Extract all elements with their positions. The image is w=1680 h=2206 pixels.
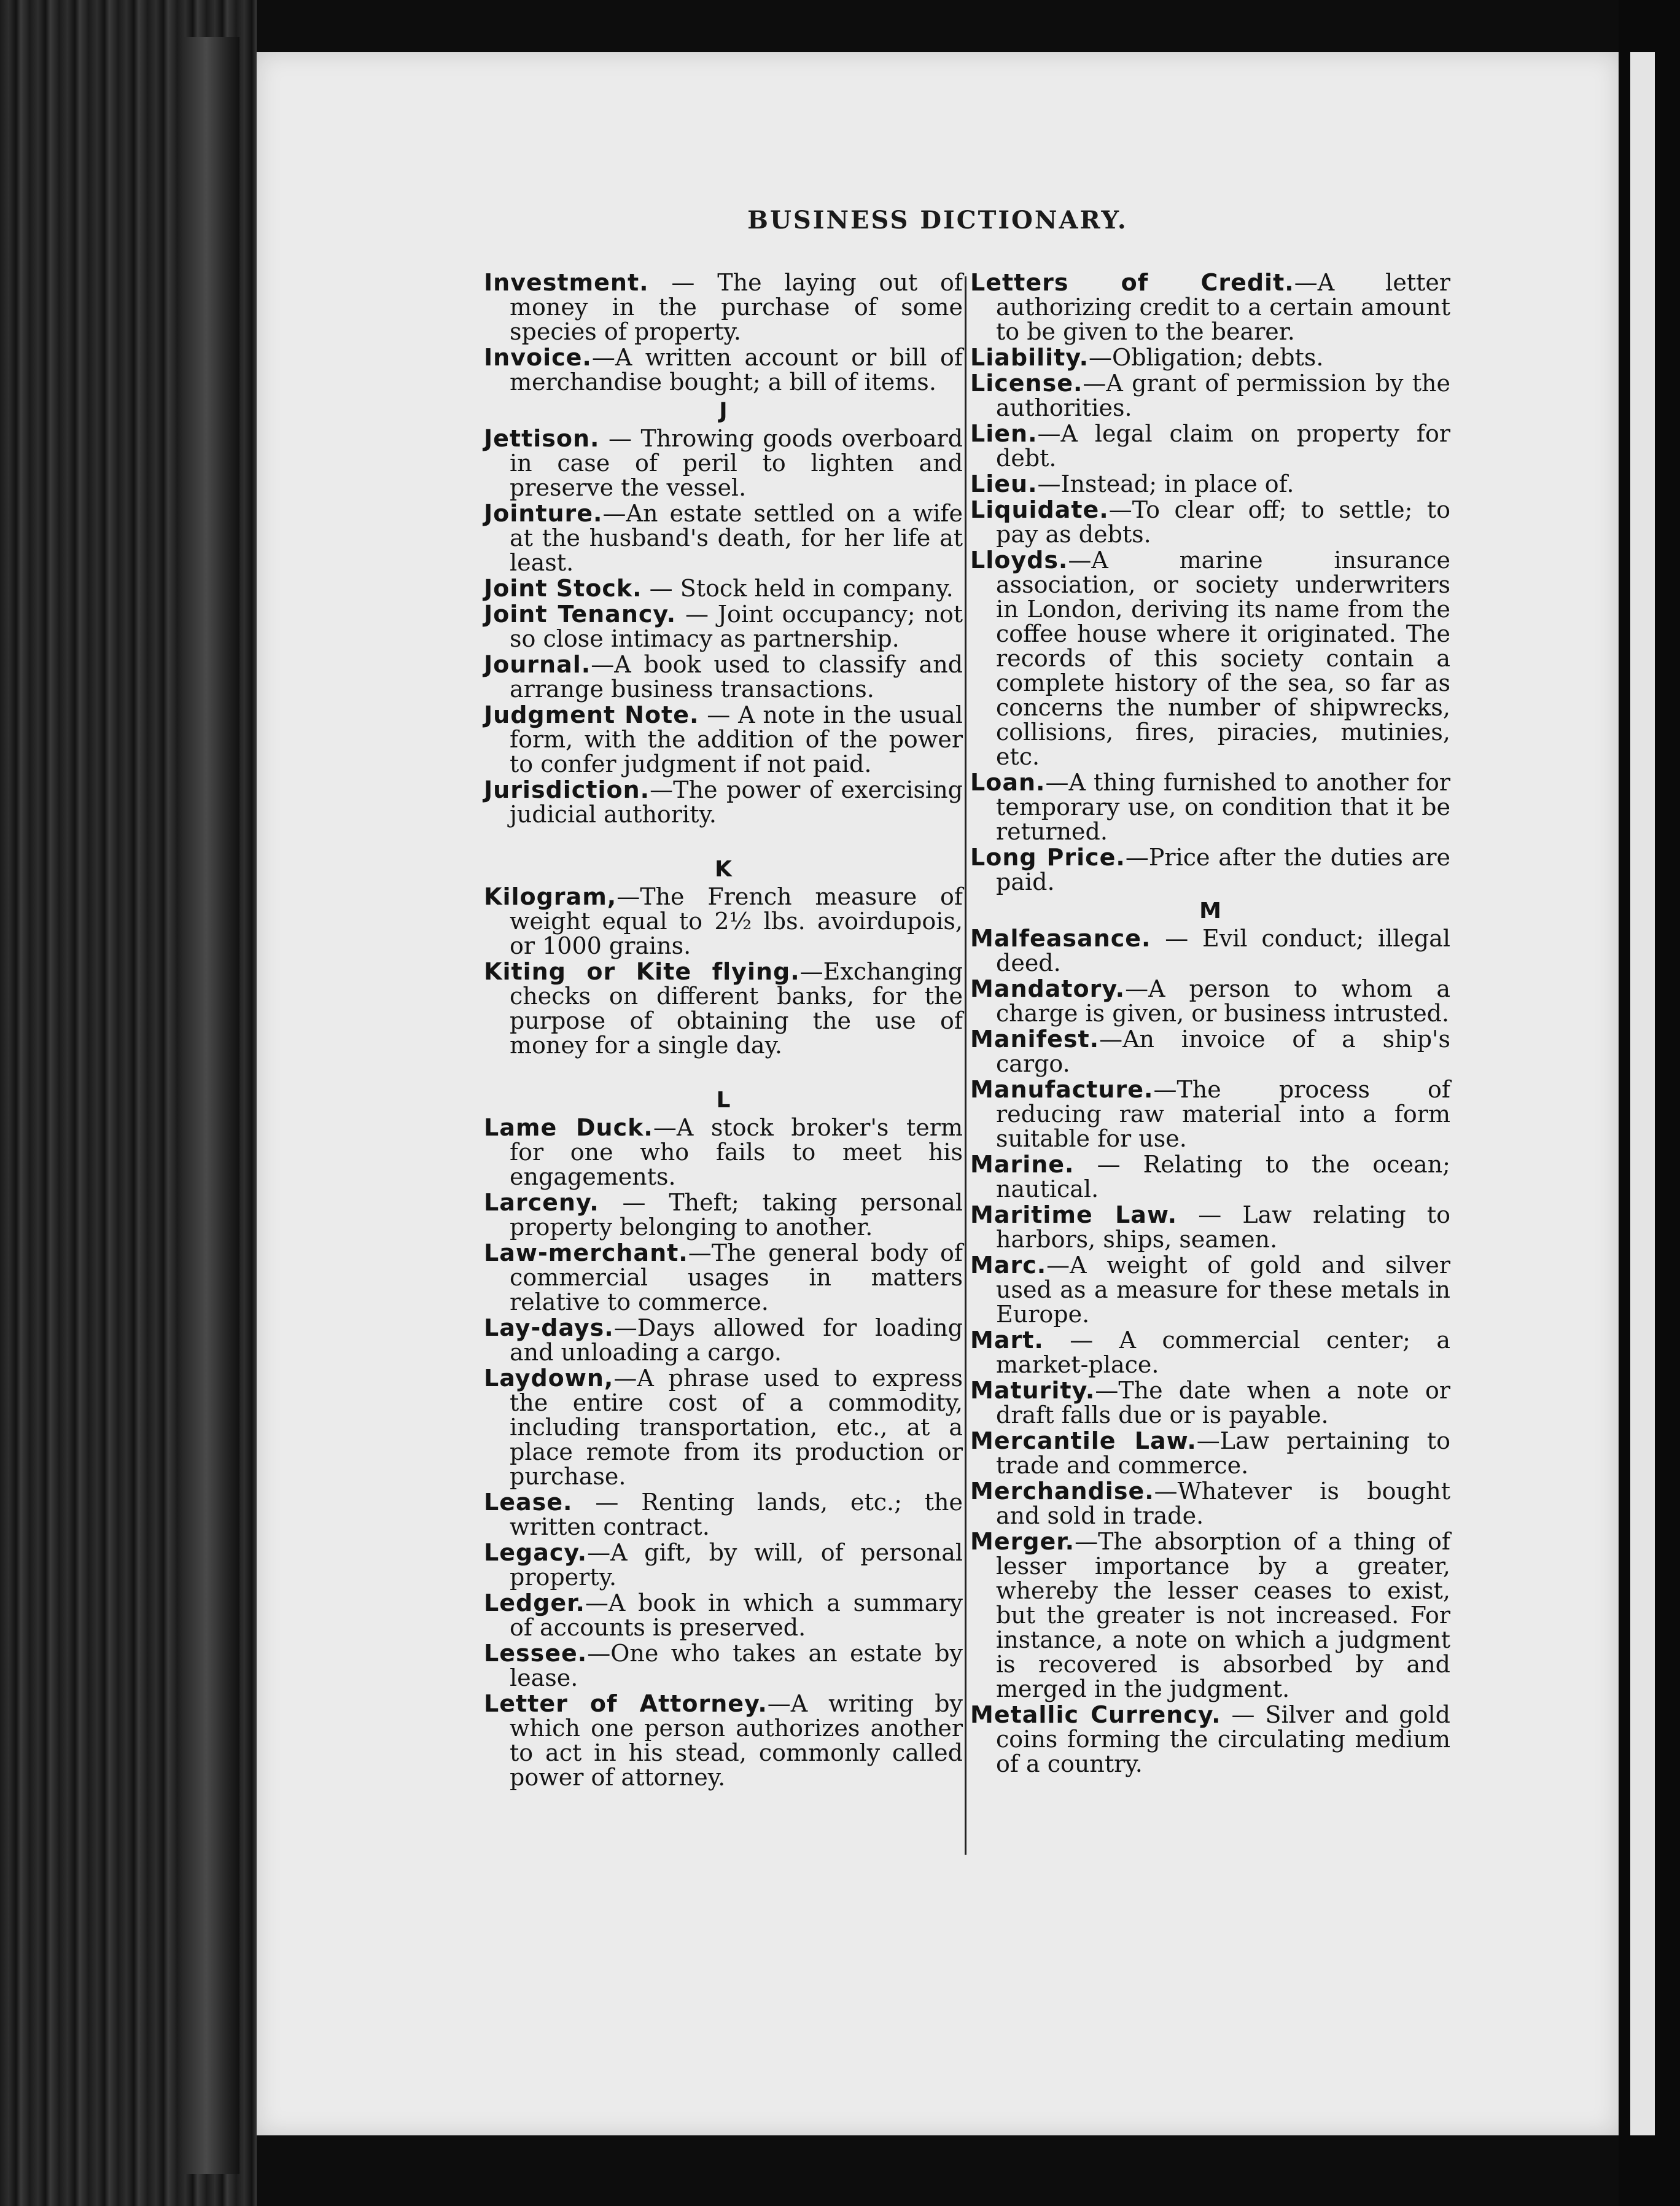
entry-term: Joint Stock. — [484, 575, 642, 602]
left-column — [484, 270, 963, 1791]
dictionary-entry — [970, 472, 1450, 496]
entry-definition: — Evil conduct; illegal deed. — [996, 925, 1450, 976]
entry-definition: —A weight of gold and silver used as a measure for these metals in Europe. — [996, 1252, 1450, 1328]
entry-definition: —A phrase used to express the entire cost of a commodity, including transportation, etc., at a place remote from its production or purchase. — [510, 1365, 963, 1490]
dictionary-entry — [970, 1378, 1450, 1427]
entry-term: Liability. — [970, 344, 1089, 371]
entry-term: Law-merchant. — [484, 1239, 688, 1266]
entry-definition: — A note in the usual form, with the addition of the power to confer judgment if not paid. — [510, 701, 963, 778]
entry-term: Laydown, — [484, 1365, 614, 1392]
entry-definition: —Whatever is bought and sold in trade. — [996, 1478, 1450, 1529]
entry-term: Lien. — [970, 420, 1038, 447]
entry-term: Mandatory. — [970, 975, 1126, 1002]
entry-term: Larceny. — [484, 1189, 599, 1216]
entry-term: Jointure. — [484, 500, 603, 527]
dictionary-entry — [484, 884, 963, 958]
entry-definition: — A commercial center; a market-place. — [996, 1327, 1450, 1378]
entry-term: Long Price. — [970, 844, 1126, 871]
entry-definition: —The power of exercising judicial authority. — [510, 776, 963, 828]
dictionary-entry — [484, 703, 963, 776]
entry-term: Lease. — [484, 1489, 573, 1516]
section-letter: J — [719, 399, 728, 424]
dictionary-entry — [484, 1641, 963, 1690]
dictionary-entry — [484, 426, 963, 500]
entry-term: Merchandise. — [970, 1478, 1154, 1505]
dictionary-entry — [970, 1027, 1450, 1076]
entry-definition: — Theft; taking personal property belonging to another. — [510, 1189, 963, 1241]
entry-definition: —A letter authorizing credit to a certain amount to be given to the bearer. — [996, 269, 1450, 345]
entry-term: Letter of Attorney. — [484, 1690, 768, 1717]
entry-definition: —A stock broker's term for one who fails to meet his engagements. — [510, 1114, 963, 1190]
entry-definition: — Law relating to harbors, ships, seamen. — [996, 1201, 1450, 1253]
entry-definition: —The absorption of a thing of lesser importance by a greater, whereby the lesser ceases to exist, but the greater is not increased. For instance, a note on which a judgment is recovered is absorbed by and merged in the judgment. — [996, 1528, 1450, 1702]
dictionary-entry — [484, 1691, 963, 1790]
entry-term: Ledger. — [484, 1589, 585, 1616]
right-column — [970, 270, 1450, 1777]
entry-definition: — Relating to the ocean; nautical. — [996, 1151, 1450, 1202]
entry-definition: —A gift, by will, of personal property. — [510, 1539, 963, 1591]
entry-term: Lloyds. — [970, 547, 1068, 574]
entry-definition: —A legal claim on property for debt. — [996, 420, 1450, 472]
entry-definition: —An invoice of a ship's cargo. — [996, 1026, 1450, 1077]
section-letter: K — [715, 857, 732, 882]
dictionary-entry — [970, 1253, 1450, 1327]
entry-definition: —A grant of permission by the authorities. — [996, 370, 1450, 421]
dictionary-entry — [970, 1202, 1450, 1252]
dictionary-entry — [484, 270, 963, 344]
dictionary-entry — [970, 371, 1450, 420]
dictionary-entry — [484, 1315, 963, 1365]
entry-term: Jettison. — [484, 425, 600, 452]
entry-term: Metallic Currency. — [970, 1701, 1221, 1728]
dictionary-entry — [970, 1428, 1450, 1478]
dictionary-entry — [484, 345, 963, 394]
running-head: BUSINESS DICTIONARY. — [747, 206, 1128, 235]
entry-definition: — Stock held in company. — [642, 575, 954, 602]
entry-term: Lieu. — [970, 470, 1038, 497]
dictionary-entry — [484, 1241, 963, 1314]
dictionary-entry — [970, 976, 1450, 1026]
next-page-edge — [1630, 52, 1655, 2135]
entry-definition: — The laying out of money in the purchase of some species of property. — [510, 269, 963, 345]
dictionary-entry — [970, 497, 1450, 547]
entry-term: Loan. — [970, 769, 1046, 796]
dictionary-entry — [970, 548, 1450, 769]
entry-definition: —A book used to classify and arrange business transactions. — [510, 651, 963, 703]
entry-term: Merger. — [970, 1528, 1075, 1555]
entry-term: Manifest. — [970, 1026, 1100, 1053]
entry-definition: —Obligation; debts. — [1089, 344, 1324, 371]
entry-term: Kiting or Kite flying. — [484, 958, 800, 985]
entry-term: Lay-days. — [484, 1314, 614, 1341]
dictionary-entry — [484, 1540, 963, 1589]
section-letter: M — [1199, 898, 1221, 924]
section-letter: L — [716, 1088, 731, 1113]
entry-definition: —One who takes an estate by lease. — [510, 1640, 963, 1691]
section-gap — [484, 1059, 963, 1083]
entry-term: Investment. — [484, 269, 649, 296]
dictionary-entry — [484, 959, 963, 1058]
dictionary-entry — [484, 1591, 963, 1640]
entry-term: Judgment Note. — [484, 701, 699, 728]
dictionary-entry — [970, 1529, 1450, 1701]
entry-definition: —A written account or bill of merchandise bought; a bill of items. — [510, 344, 963, 396]
dictionary-entry — [484, 602, 963, 651]
dictionary-entry — [970, 1077, 1450, 1151]
entry-term: Journal. — [484, 651, 591, 678]
dictionary-entry — [970, 270, 1450, 344]
entry-term: Malfeasance. — [970, 925, 1151, 952]
entry-definition: —A writing by which one person authorizes another to act in his stead, commonly called power of attorney. — [510, 1690, 963, 1791]
entry-definition: —The general body of commercial usages in matters relative to commerce. — [510, 1239, 963, 1315]
entry-definition: —Price after the duties are paid. — [996, 844, 1451, 895]
dictionary-entry — [970, 345, 1450, 370]
entry-term: Letters of Credit. — [970, 269, 1294, 296]
entry-definition: —An estate settled on a wife at the husband's death, for her life at least. — [510, 500, 963, 576]
dictionary-page — [257, 52, 1619, 2135]
dictionary-entry — [484, 1490, 963, 1539]
entry-term: Marine. — [970, 1151, 1075, 1178]
entry-term: Legacy. — [484, 1539, 588, 1566]
entry-term: Joint Tenancy. — [484, 601, 677, 628]
dictionary-entry — [484, 778, 963, 827]
entry-term: Invoice. — [484, 344, 592, 371]
entry-definition: —Exchanging checks on different banks, for the purpose of obtaining the use of money for a single day. — [510, 958, 963, 1059]
page-stack-edge — [184, 37, 239, 2174]
dictionary-entry — [970, 845, 1450, 894]
entry-definition: —Law pertaining to trade and commerce. — [996, 1427, 1450, 1479]
dictionary-entry — [484, 1115, 963, 1189]
entry-term: Lame Duck. — [484, 1114, 653, 1141]
section-gap — [484, 828, 963, 852]
dictionary-entry — [970, 1479, 1450, 1528]
dictionary-entry — [970, 421, 1450, 470]
dictionary-entry — [970, 1152, 1450, 1201]
dictionary-entry — [970, 1702, 1450, 1776]
dictionary-entry — [484, 1190, 963, 1239]
entry-definition: —To clear off; to settle; to pay as debts. — [996, 496, 1450, 548]
entry-term: Marc. — [970, 1252, 1047, 1279]
entry-term: License. — [970, 370, 1083, 397]
dictionary-entry — [484, 576, 963, 601]
entry-definition: —Instead; in place of. — [1037, 470, 1294, 497]
entry-definition: —A marine insurance association, or society underwriters in London, deriving its name from the coffee house where it originated. The records of this society contain a complete history of the sea, so far as concerns the number of shipwrecks, collisions, fires, piracies, mutinies, etc. — [996, 547, 1450, 770]
column-rule — [965, 276, 966, 1855]
entry-term: Mart. — [970, 1327, 1044, 1354]
entry-definition: —A thing furnished to another for temporary use, on condition that it be returned. — [996, 769, 1450, 845]
entry-definition: — Joint occupancy; not so close intimacy as partnership. — [510, 601, 963, 652]
entry-term: Kilogram, — [484, 883, 617, 910]
dictionary-entry — [484, 652, 963, 701]
entry-term: Lessee. — [484, 1640, 588, 1667]
entry-definition: —A book in which a summary of accounts is preserved. — [510, 1589, 963, 1641]
entry-term: Manufacture. — [970, 1076, 1154, 1103]
entry-definition: —A person to whom a charge is given, or business intrusted. — [996, 975, 1450, 1027]
dictionary-entry — [484, 1366, 963, 1489]
entry-term: Jurisdiction. — [484, 776, 650, 803]
dictionary-entry — [484, 501, 963, 575]
entry-term: Liquidate. — [970, 496, 1109, 523]
dictionary-entry — [970, 926, 1450, 975]
entry-definition: — Silver and gold coins forming the circulating medium of a country. — [996, 1701, 1450, 1777]
entry-term: Mercantile Law. — [970, 1427, 1197, 1454]
entry-definition: — Throwing goods overboard in case of peril to lighten and preserve the vessel. — [510, 425, 963, 501]
entry-definition: —The date when a note or draft falls due or is payable. — [996, 1377, 1450, 1428]
entry-definition: —The French measure of weight equal to 2½ lbs. avoirdupois, or 1000 grains. — [510, 883, 963, 959]
entry-definition: —Days allowed for loading and unloading a cargo. — [510, 1314, 963, 1366]
entry-term: Maturity. — [970, 1377, 1095, 1404]
dictionary-entry — [970, 1328, 1450, 1377]
dictionary-entry — [970, 770, 1450, 844]
entry-definition: — Renting lands, etc.; the written contract. — [510, 1489, 963, 1540]
entry-term: Maritime Law. — [970, 1201, 1178, 1228]
entry-definition: —The process of reducing raw material into a form suitable for use. — [996, 1076, 1450, 1152]
